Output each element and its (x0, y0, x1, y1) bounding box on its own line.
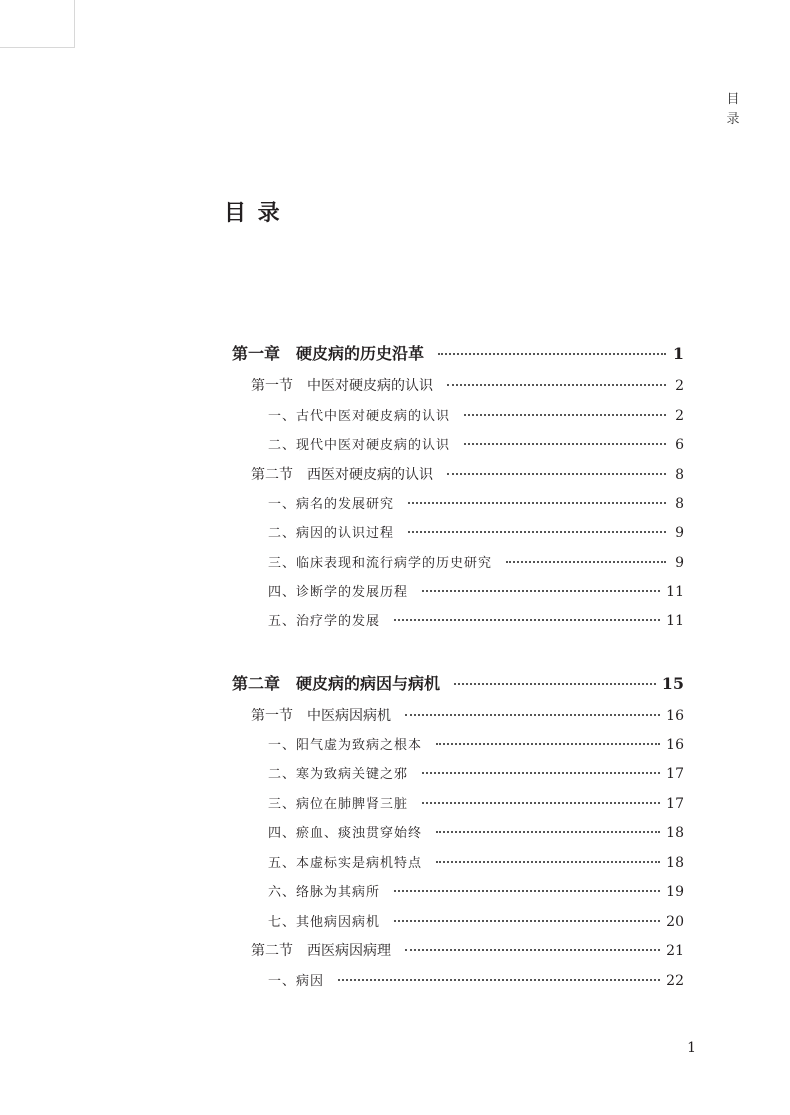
dot-leader (422, 772, 660, 774)
toc-label: 第二章 硬皮病的病因与病机 (232, 674, 441, 693)
toc-section[interactable] (251, 464, 684, 484)
toc-page-number: 16 (666, 708, 684, 724)
toc-page-number: 8 (675, 467, 684, 483)
toc-chapter[interactable] (232, 671, 684, 694)
toc-page-number: 20 (666, 914, 684, 930)
toc-item[interactable] (268, 881, 684, 900)
toc-page-number: 22 (666, 973, 684, 989)
toc-section[interactable] (251, 375, 684, 395)
running-head-char: 目 (726, 92, 740, 107)
dot-leader (408, 502, 666, 504)
toc-page-number: 17 (666, 796, 684, 812)
toc-page-number: 16 (666, 737, 684, 753)
toc-page-number: 9 (675, 525, 684, 541)
dot-leader (436, 831, 660, 833)
toc-page-number: 18 (666, 825, 684, 841)
toc-label: 六、络脉为其病所 (268, 885, 381, 900)
running-head (725, 90, 741, 130)
toc-item[interactable] (268, 793, 684, 812)
dot-leader (436, 861, 660, 863)
page-title: 目 录 (224, 200, 282, 226)
dot-leader (422, 802, 660, 804)
toc-page-number: 18 (666, 855, 684, 871)
toc-page-number: 9 (675, 555, 684, 571)
toc-item[interactable] (268, 405, 684, 424)
toc-label: 一、病因 (268, 974, 325, 989)
toc-page-number: 21 (666, 943, 684, 959)
toc-item[interactable] (268, 522, 684, 541)
dot-leader (506, 561, 666, 563)
toc-label: 三、病位在肺脾肾三脏 (268, 797, 409, 812)
dot-leader (394, 890, 660, 892)
toc-chapter[interactable] (232, 341, 684, 364)
toc-item[interactable] (268, 581, 684, 600)
dot-leader (394, 920, 660, 922)
toc-page-number: 6 (675, 437, 684, 453)
toc-label: 一、古代中医对硬皮病的认识 (268, 409, 451, 424)
running-head-char: 录 (726, 112, 740, 127)
dot-leader (464, 443, 666, 445)
toc-label: 第一节 中医对硬皮病的认识 (251, 378, 433, 394)
toc-label: 五、本虚标实是病机特点 (268, 856, 423, 871)
toc-page-number: 19 (666, 884, 684, 900)
toc-label: 第一章 硬皮病的历史沿革 (232, 344, 425, 363)
dot-leader (338, 979, 660, 981)
toc-page-number: 8 (675, 496, 684, 512)
toc-item[interactable] (268, 610, 684, 629)
toc-label: 四、瘀血、痰浊贯穿始终 (268, 826, 423, 841)
toc-item[interactable] (268, 552, 684, 571)
toc-label: 第二节 西医对硬皮病的认识 (251, 467, 433, 483)
toc-item[interactable] (268, 852, 684, 871)
toc-page-number: 17 (666, 766, 684, 782)
toc-page-number: 11 (666, 613, 684, 629)
dot-leader (454, 683, 656, 685)
toc-label: 二、寒为致病关键之邪 (268, 767, 409, 782)
toc-item[interactable] (268, 493, 684, 512)
toc-item[interactable] (268, 911, 684, 930)
dot-leader (447, 473, 666, 475)
toc-section[interactable] (251, 940, 684, 960)
toc-page-number: 2 (675, 408, 684, 424)
toc-label: 二、现代中医对硬皮病的认识 (268, 438, 451, 453)
toc-page-number: 2 (675, 378, 684, 394)
toc-label: 七、其他病因病机 (268, 915, 381, 930)
toc-item[interactable] (268, 822, 684, 841)
dot-leader (408, 531, 666, 533)
crop-mark (0, 0, 75, 48)
toc-item[interactable] (268, 970, 684, 989)
toc-section[interactable] (251, 705, 684, 725)
dot-leader (438, 353, 666, 355)
dot-leader (464, 414, 666, 416)
page-number: 1 (687, 1040, 696, 1056)
toc-item[interactable] (268, 734, 684, 753)
toc-page-number: 11 (666, 584, 684, 600)
toc-item[interactable] (268, 434, 684, 453)
toc-page-number: 15 (661, 674, 684, 693)
toc-label: 二、病因的认识过程 (268, 526, 395, 541)
dot-leader (394, 619, 660, 621)
toc-label: 三、临床表现和流行病学的历史研究 (268, 556, 493, 571)
dot-leader (436, 743, 660, 745)
dot-leader (447, 384, 666, 386)
toc-label: 第一节 中医病因病机 (251, 708, 391, 724)
dot-leader (422, 590, 660, 592)
toc-label: 一、病名的发展研究 (268, 497, 395, 512)
dot-leader (405, 949, 660, 951)
toc-label: 一、阳气虚为致病之根本 (268, 738, 423, 753)
toc-label: 第二节 西医病因病理 (251, 943, 391, 959)
dot-leader (405, 714, 660, 716)
toc-page-number: 1 (672, 344, 684, 363)
toc-label: 五、治疗学的发展 (268, 614, 381, 629)
toc-label: 四、诊断学的发展历程 (268, 585, 409, 600)
toc-item[interactable] (268, 763, 684, 782)
